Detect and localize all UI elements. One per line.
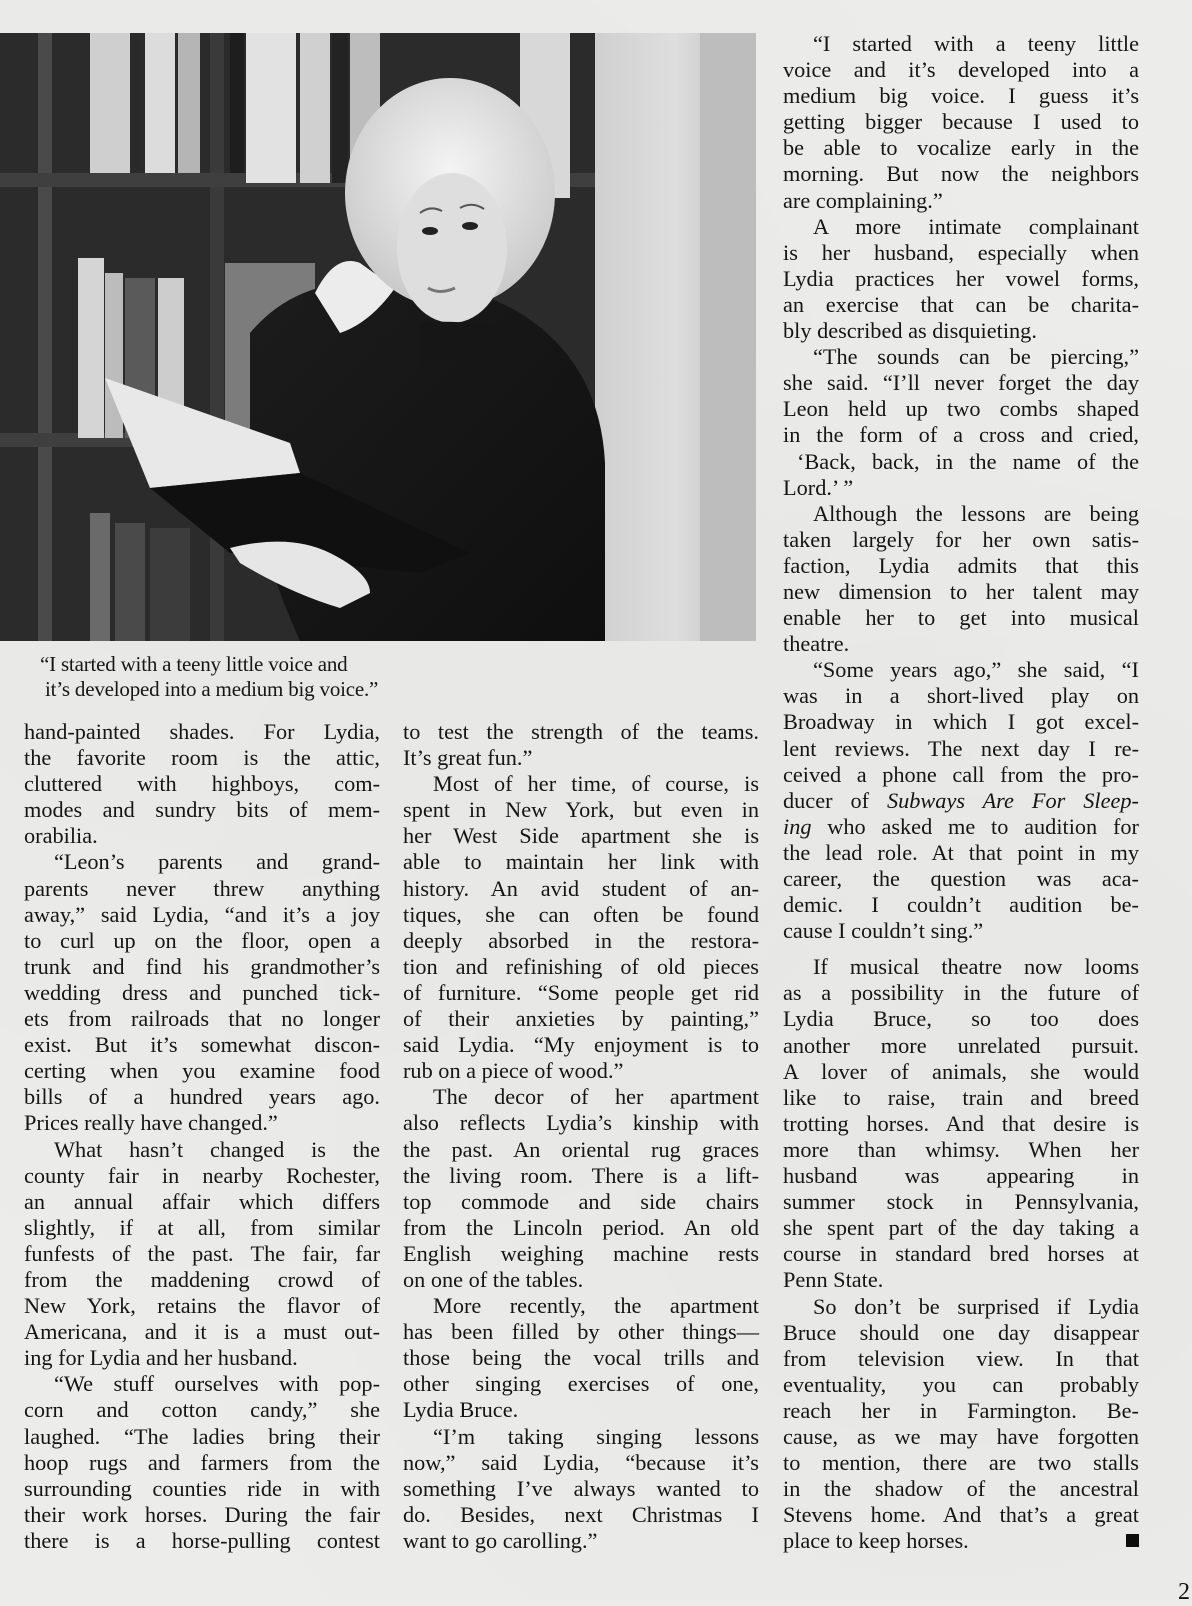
text-line xyxy=(403,1424,759,1450)
article-photo xyxy=(0,33,756,641)
text-run: cause I couldn’t sing.” xyxy=(783,918,984,944)
text-line xyxy=(403,876,759,902)
text-line xyxy=(24,1476,380,1502)
text-run: bly described as disquieting. xyxy=(783,318,1037,344)
text-line xyxy=(783,1267,1139,1293)
text-run: Bruce should one day disappear xyxy=(783,1319,1139,1345)
text-run: career, the question was aca- xyxy=(783,866,1139,891)
text-line xyxy=(783,214,1139,240)
text-run: other singing exercises of one, xyxy=(403,1371,759,1397)
text-run: the favorite room is the attic, xyxy=(24,745,380,771)
text-line xyxy=(783,188,1139,214)
text-run: be able to vocalize early in the xyxy=(783,135,1139,161)
text-line xyxy=(403,719,759,745)
text-run: Leon held up two combs shaped xyxy=(783,396,1139,422)
text-run: to test the strength of the teams. xyxy=(403,719,759,744)
text-line xyxy=(24,1058,380,1084)
text-run: Most of her time, of course, is xyxy=(433,771,759,797)
text-run: summer stock in Pennsylvania, xyxy=(783,1189,1139,1215)
text-line xyxy=(24,1293,380,1319)
text-line xyxy=(24,1397,380,1423)
text-line xyxy=(783,892,1139,918)
text-line xyxy=(24,876,380,902)
text-line xyxy=(24,1267,380,1293)
text-run: “I started with a teeny little xyxy=(813,31,1139,56)
text-line xyxy=(403,1345,759,1371)
text-run: husband was appearing in xyxy=(783,1163,1139,1189)
text-run: ing for Lydia and her husband. xyxy=(24,1345,298,1371)
text-line xyxy=(403,1163,759,1189)
text-run: the living room. There is a lift- xyxy=(403,1162,759,1188)
text-run: from the maddening crowd of xyxy=(24,1266,380,1292)
text-line xyxy=(783,709,1139,735)
text-run: she said. “I’ll never forget the day xyxy=(783,370,1139,396)
text-line xyxy=(783,1528,1139,1554)
text-line xyxy=(403,797,759,823)
text-line xyxy=(24,1450,380,1476)
text-line xyxy=(783,161,1139,187)
text-line xyxy=(24,1189,380,1215)
text-run: parents never threw anything xyxy=(24,875,380,901)
text-line xyxy=(403,1450,759,1476)
text-line xyxy=(403,1319,759,1345)
text-run: faction, Lydia admits that this xyxy=(783,552,1139,578)
text-run: lent reviews. The next day I re- xyxy=(783,735,1139,761)
text-run: those being the vocal trills and xyxy=(403,1345,759,1371)
text-run: was in a short-lived play on xyxy=(783,683,1139,709)
text-line xyxy=(783,918,1139,944)
text-line xyxy=(783,1346,1139,1372)
text-run: reach her in Farmington. Be- xyxy=(783,1397,1139,1423)
text-line xyxy=(403,1241,759,1267)
text-run: are complaining.” xyxy=(783,187,943,213)
text-line xyxy=(24,1528,380,1554)
text-run: of furniture. “Some people get rid xyxy=(403,979,759,1005)
text-line xyxy=(24,745,380,771)
caption-line: “I started with a teeny little voice and xyxy=(40,652,348,676)
text-run: exist. But it’s somewhat discon- xyxy=(24,1032,380,1058)
text-line xyxy=(403,849,759,875)
text-run: now,” said Lydia, “because it’s xyxy=(403,1449,759,1475)
text-run: A more intimate complainant xyxy=(813,213,1139,239)
text-run: slightly, if at all, from similar xyxy=(24,1214,380,1240)
text-run: from television view. In that xyxy=(783,1345,1139,1371)
text-run: there is a horse-pulling contest xyxy=(24,1527,380,1553)
text-line xyxy=(403,1006,759,1032)
text-run: cluttered with highboys, com- xyxy=(24,771,380,797)
text-line xyxy=(783,1033,1139,1059)
text-line xyxy=(783,396,1139,422)
text-line xyxy=(24,797,380,823)
text-run: do. Besides, next Christmas I xyxy=(403,1501,759,1527)
text-run: want to go carolling.” xyxy=(403,1527,598,1553)
text-line xyxy=(403,1032,759,1058)
text-run: cause, as we may have forgotten xyxy=(783,1423,1139,1449)
text-run: also reflects Lydia’s kinship with xyxy=(403,1110,759,1136)
text-run: More recently, the apartment xyxy=(433,1293,759,1319)
text-line xyxy=(24,1110,380,1136)
text-line xyxy=(783,475,1139,501)
text-run: funfests of the past. The fair, far xyxy=(24,1240,380,1266)
text-run: of their anxieties by painting,” xyxy=(403,1006,759,1032)
text-line xyxy=(403,1371,759,1397)
text-line xyxy=(403,1397,759,1423)
text-run: to curl up on the floor, open a xyxy=(24,927,380,953)
text-run: she spent part of the day taking a xyxy=(783,1215,1139,1241)
text-run: English weighing machine rests xyxy=(403,1240,759,1266)
text-run: another more unrelated pursuit. xyxy=(783,1032,1139,1058)
text-run: A lover of animals, she would xyxy=(783,1058,1139,1084)
text-run: demic. I couldn’t audition be- xyxy=(783,892,1139,918)
text-line xyxy=(403,771,759,797)
text-run: tion and refinishing of old pieces xyxy=(403,953,759,979)
text-line xyxy=(783,1294,1139,1320)
text-run: corn and cotton candy,” she xyxy=(24,1397,380,1423)
text-run: If musical theatre now looms xyxy=(813,954,1139,980)
text-run: county fair in nearby Rochester, xyxy=(24,1162,380,1188)
text-line xyxy=(783,1320,1139,1346)
text-run: eventuality, you can probably xyxy=(783,1371,1139,1397)
text-line xyxy=(783,1450,1139,1476)
text-run: an annual affair which differs xyxy=(24,1188,380,1214)
text-run: wedding dress and punched tick- xyxy=(24,979,380,1005)
text-run: history. An avid student of an- xyxy=(403,875,759,901)
text-run: tiques, she can often be found xyxy=(403,901,759,927)
text-line xyxy=(783,240,1139,266)
text-run: morning. But now the neighbors xyxy=(783,161,1139,187)
text-line xyxy=(403,1084,759,1110)
text-line xyxy=(403,1137,759,1163)
text-line xyxy=(24,1032,380,1058)
photo-illustration xyxy=(0,33,756,641)
page-number: 2 xyxy=(1178,1579,1190,1605)
text-line xyxy=(24,902,380,928)
text-line xyxy=(783,1163,1139,1189)
text-run: ceived a phone call from the pro- xyxy=(783,761,1139,787)
text-run: Americana, and it is a must out- xyxy=(24,1319,380,1345)
text-run: rub on a piece of wood.” xyxy=(403,1058,624,1084)
text-line xyxy=(24,1241,380,1267)
text-run: trunk and find his grandmother’s xyxy=(24,953,380,979)
text-run: has been filled by other things— xyxy=(403,1319,759,1345)
text-line xyxy=(783,527,1139,553)
text-line xyxy=(403,1528,759,1554)
text-run: certing when you examine food xyxy=(24,1058,380,1084)
text-run: Broadway in which I got excel- xyxy=(783,709,1139,735)
text-run: ducer of xyxy=(783,787,887,813)
text-line xyxy=(403,1215,759,1241)
text-line xyxy=(403,1189,759,1215)
text-line xyxy=(783,57,1139,83)
text-line xyxy=(783,135,1139,161)
text-run: laughed. “The ladies bring their xyxy=(24,1423,380,1449)
text-line xyxy=(783,1215,1139,1241)
text-line xyxy=(403,902,759,928)
text-run: her West Side apartment she is xyxy=(403,823,759,849)
text-line xyxy=(783,1502,1139,1528)
text-run: able to maintain her link with xyxy=(403,849,759,875)
text-run: “Leon’s parents and grand- xyxy=(54,849,380,875)
text-line xyxy=(783,1424,1139,1450)
text-run: “Some years ago,” she said, “I xyxy=(813,657,1139,683)
text-run: enable her to get into musical xyxy=(783,605,1139,631)
end-of-article-square-icon xyxy=(1126,1534,1139,1547)
text-run: deeply absorbed in the restora- xyxy=(403,927,759,953)
text-run: ets from railroads that no longer xyxy=(24,1006,380,1032)
text-line xyxy=(783,1241,1139,1267)
text-line xyxy=(24,928,380,954)
text-run: hoop rugs and farmers from the xyxy=(24,1449,380,1475)
text-line xyxy=(24,719,380,745)
text-run: in the shadow of the ancestral xyxy=(783,1476,1139,1502)
text-line xyxy=(783,605,1139,631)
text-run: their work horses. During the fair xyxy=(24,1501,380,1527)
text-run: getting bigger because I used to xyxy=(783,109,1139,135)
text-line xyxy=(24,1006,380,1032)
text-line xyxy=(783,954,1139,980)
text-line xyxy=(783,980,1139,1006)
text-run: away,” said Lydia, “and it’s a joy xyxy=(24,901,380,927)
text-line xyxy=(783,683,1139,709)
text-line xyxy=(783,1085,1139,1111)
text-run: top commode and side chairs xyxy=(403,1188,759,1214)
text-line xyxy=(783,344,1139,370)
text-run: Stevens home. And that’s a great xyxy=(783,1502,1139,1528)
text-line xyxy=(403,954,759,980)
text-line xyxy=(783,449,1139,475)
text-line xyxy=(783,814,1139,840)
text-line xyxy=(403,1293,759,1319)
text-line xyxy=(24,1424,380,1450)
text-run: said Lydia. “My enjoyment is to xyxy=(403,1032,759,1058)
text-line xyxy=(24,849,380,875)
text-line xyxy=(24,954,380,980)
text-line xyxy=(783,1059,1139,1085)
text-run: hand-painted shades. For Lydia, xyxy=(24,719,380,744)
text-run: in the form of a cross and cried, xyxy=(783,422,1139,448)
text-run: So don’t be surprised if Lydia xyxy=(813,1293,1139,1319)
text-line xyxy=(783,318,1139,344)
text-run: bills of a hundred years ago. xyxy=(24,1084,380,1110)
text-line xyxy=(783,1006,1139,1032)
text-line xyxy=(783,266,1139,292)
text-line xyxy=(783,1189,1139,1215)
text-line xyxy=(24,1215,380,1241)
text-run: Prices really have changed.” xyxy=(24,1110,278,1136)
text-run: “The sounds can be piercing,” xyxy=(813,344,1139,370)
text-line xyxy=(783,762,1139,788)
text-run: trotting horses. And that desire is xyxy=(783,1110,1139,1136)
text-run: more than whimsy. When her xyxy=(783,1136,1139,1162)
text-line xyxy=(403,1476,759,1502)
photo-caption xyxy=(40,652,500,702)
text-line xyxy=(24,823,380,849)
text-line xyxy=(783,501,1139,527)
text-run: an exercise that can be charita- xyxy=(783,291,1139,317)
text-run: something I’ve always wanted to xyxy=(403,1475,759,1501)
text-run: What hasn’t changed is the xyxy=(54,1136,380,1162)
text-line xyxy=(403,1058,759,1084)
text-line xyxy=(24,1137,380,1163)
text-run: ‘Back, back, in the name of the xyxy=(797,448,1139,474)
text-line xyxy=(783,840,1139,866)
text-run: theatre. xyxy=(783,631,850,657)
text-run: as a possibility in the future of xyxy=(783,980,1139,1006)
text-run: surrounding counties ride in with xyxy=(24,1475,380,1501)
text-line xyxy=(783,422,1139,448)
text-run: taken largely for her own satis- xyxy=(783,526,1139,552)
text-run: Lydia Bruce. xyxy=(403,1397,519,1423)
text-run: Lydia practices her vowel forms, xyxy=(783,265,1139,291)
article-column-left xyxy=(24,719,380,1554)
text-line xyxy=(24,1319,380,1345)
text-run: medium big voice. I guess it’s xyxy=(783,83,1139,109)
text-line xyxy=(24,771,380,797)
text-run: on one of the tables. xyxy=(403,1266,584,1292)
text-run: spent in New York, but even in xyxy=(403,797,759,823)
article-column-right xyxy=(783,31,1139,1554)
text-line xyxy=(783,657,1139,683)
text-line xyxy=(24,1502,380,1528)
text-line xyxy=(783,736,1139,762)
text-run: New York, retains the flavor of xyxy=(24,1293,380,1319)
text-run: from the Lincoln period. An old xyxy=(403,1214,759,1240)
text-run: the lead role. At that point in my xyxy=(783,839,1139,865)
text-line xyxy=(24,1163,380,1189)
text-run: Lydia Bruce, so too does xyxy=(783,1006,1139,1032)
text-line xyxy=(403,1267,759,1293)
text-run: is her husband, especially when xyxy=(783,239,1139,265)
text-line xyxy=(403,745,759,771)
text-line xyxy=(783,866,1139,892)
text-run: who asked me to audition for xyxy=(811,813,1139,839)
text-line xyxy=(783,1137,1139,1163)
text-run: modes and sundry bits of mem- xyxy=(24,797,380,823)
italic-title: ing xyxy=(783,813,812,839)
text-line xyxy=(403,1502,759,1528)
text-run: orabilia. xyxy=(24,823,98,849)
text-run: the past. An oriental rug graces xyxy=(403,1136,759,1162)
text-run: course in standard bred horses at xyxy=(783,1241,1139,1267)
text-line xyxy=(783,1398,1139,1424)
text-line xyxy=(783,1372,1139,1398)
text-run: new dimension to her talent may xyxy=(783,578,1139,604)
text-line xyxy=(24,1084,380,1110)
text-line xyxy=(783,370,1139,396)
text-run: place to keep horses. xyxy=(783,1528,969,1554)
text-run: voice and it’s developed into a xyxy=(783,57,1139,83)
text-line xyxy=(783,31,1139,57)
text-run: Although the lessons are being xyxy=(813,500,1139,526)
text-line xyxy=(783,83,1139,109)
text-run: It’s great fun.” xyxy=(403,745,533,771)
italic-title: Subways Are For Sleep- xyxy=(886,787,1139,813)
text-line xyxy=(783,579,1139,605)
text-line xyxy=(24,1371,380,1397)
caption-line: it’s developed into a medium big voice.” xyxy=(45,677,379,701)
text-run: “I’m taking singing lessons xyxy=(433,1423,759,1449)
text-line xyxy=(24,980,380,1006)
text-run: “We stuff ourselves with pop- xyxy=(54,1371,380,1397)
text-line xyxy=(403,980,759,1006)
text-line xyxy=(783,788,1139,814)
text-run: The decor of her apartment xyxy=(433,1084,759,1110)
text-run: to mention, there are two stalls xyxy=(783,1450,1139,1476)
text-line xyxy=(783,1111,1139,1137)
article-column-middle xyxy=(403,719,759,1554)
text-line xyxy=(783,631,1139,657)
text-line xyxy=(783,553,1139,579)
text-line xyxy=(783,292,1139,318)
text-line xyxy=(403,928,759,954)
text-run: Lord.’ ” xyxy=(783,474,854,500)
text-line xyxy=(24,1345,380,1371)
text-run: like to raise, train and breed xyxy=(783,1084,1139,1110)
text-run: Penn State. xyxy=(783,1267,884,1293)
text-line xyxy=(403,1110,759,1136)
text-line xyxy=(783,109,1139,135)
text-line xyxy=(403,823,759,849)
text-line xyxy=(783,1476,1139,1502)
